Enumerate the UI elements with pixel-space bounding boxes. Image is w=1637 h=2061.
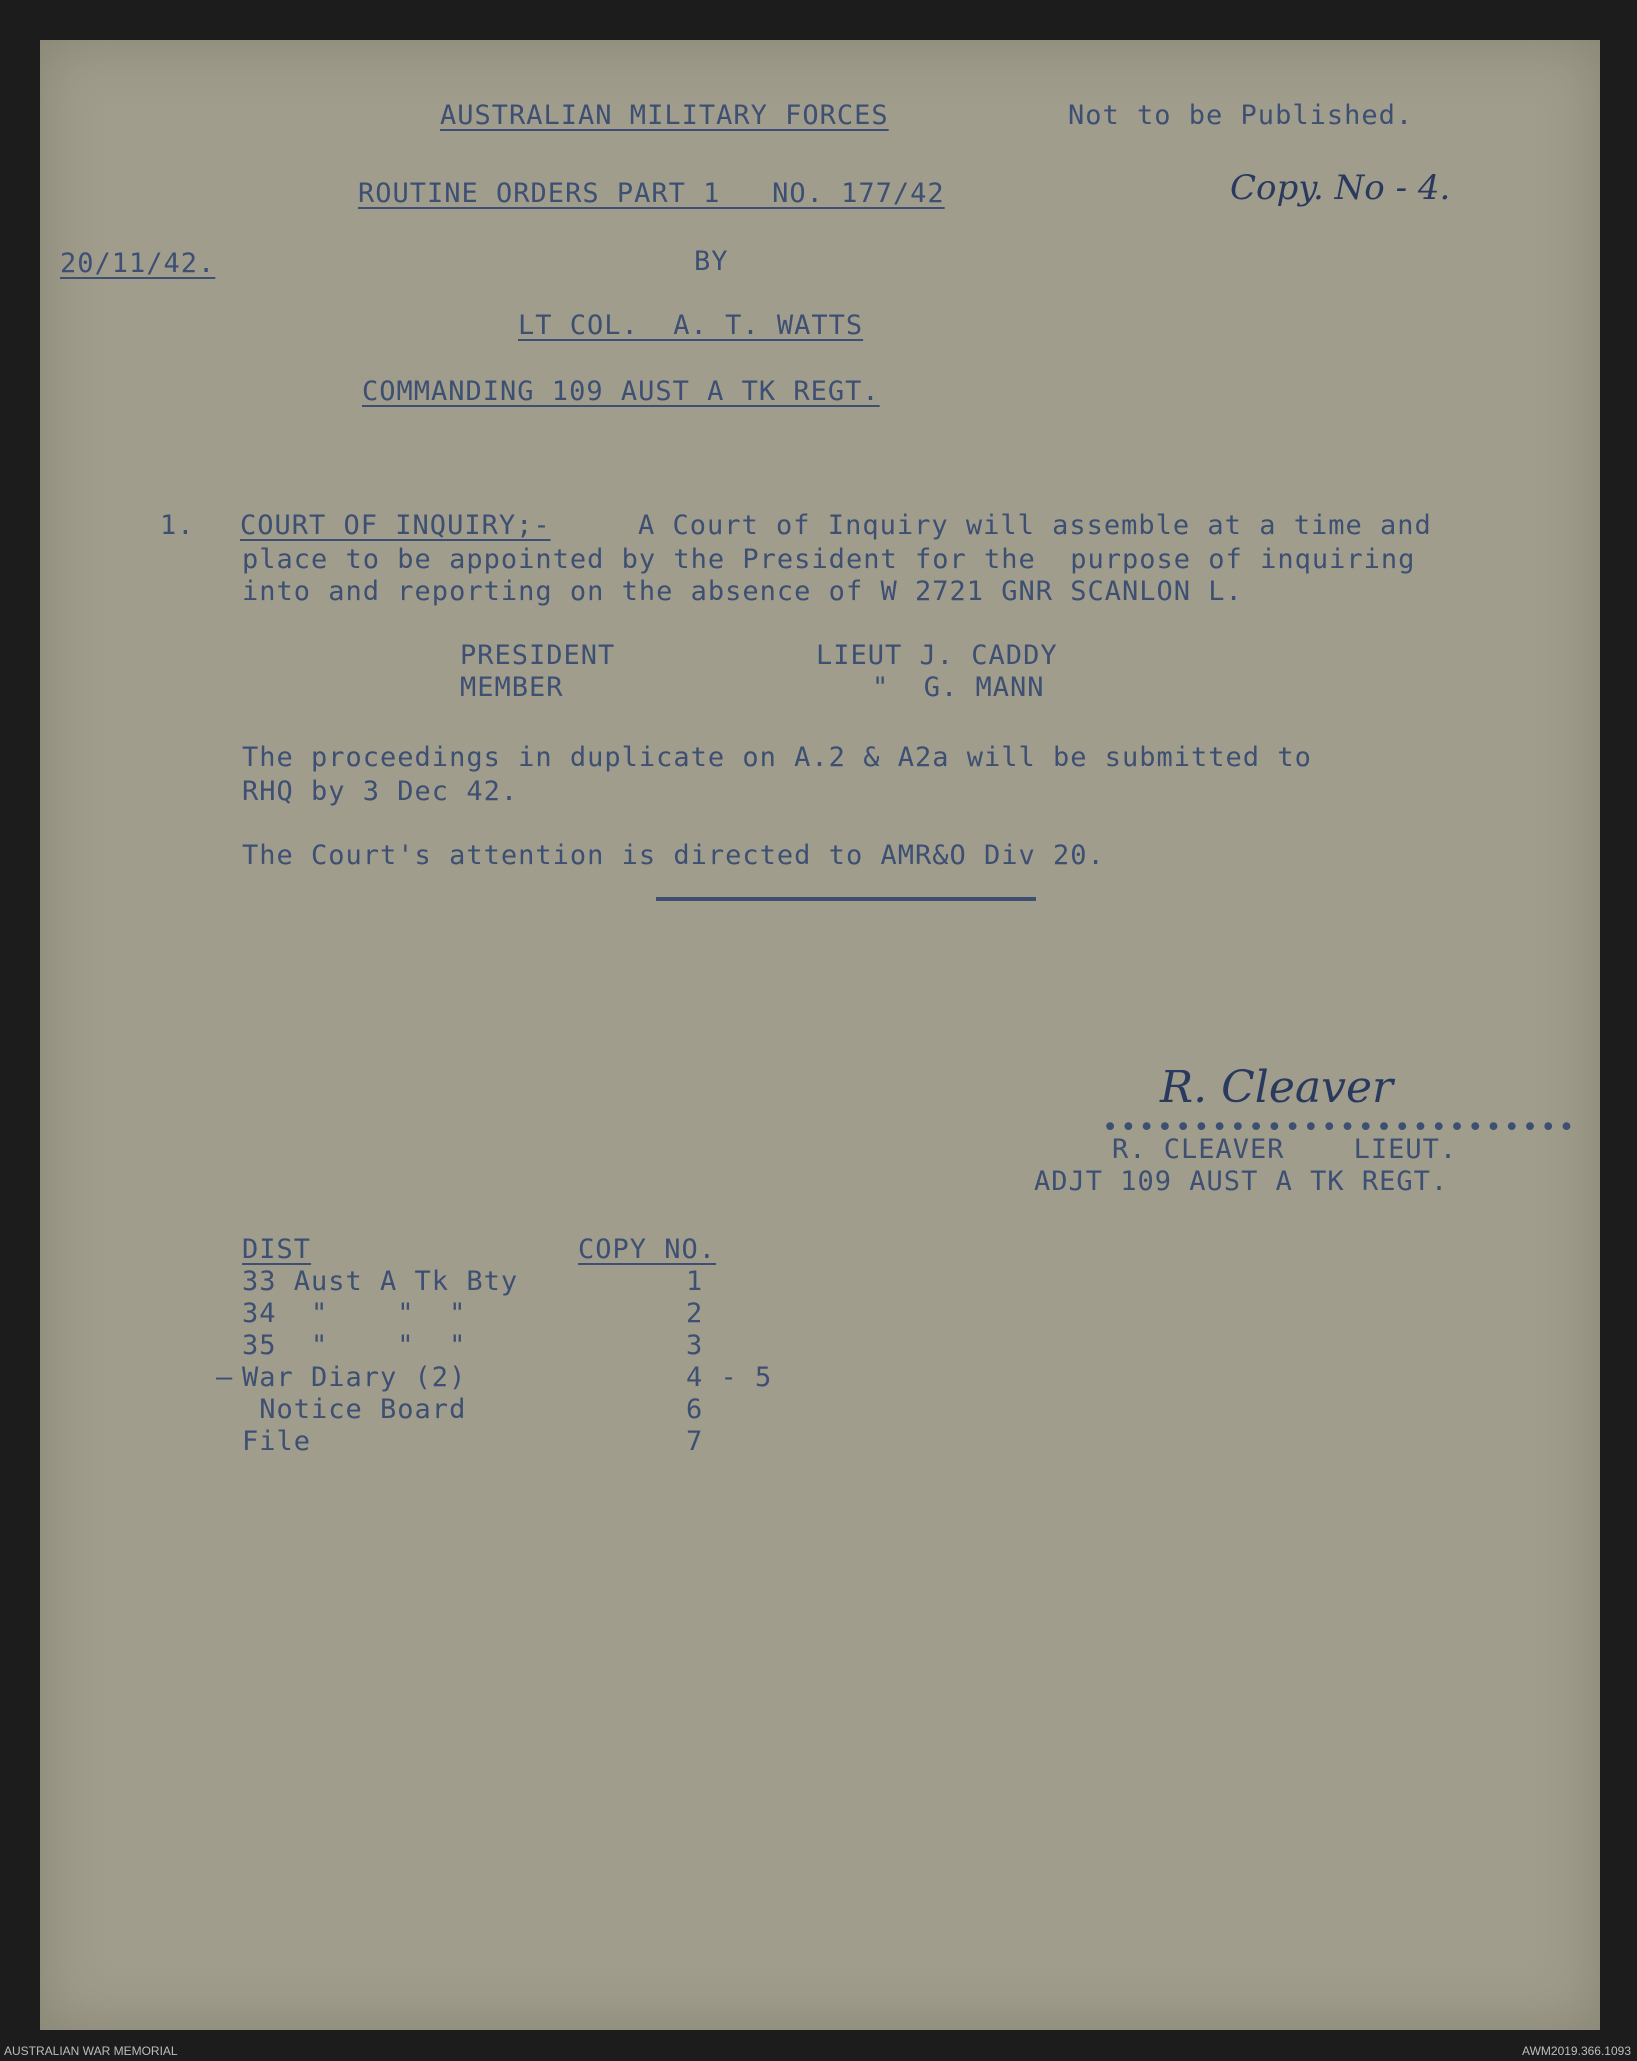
member-value: " G. MANN <box>872 672 1045 703</box>
dist-row-copy: 2 <box>686 1298 704 1329</box>
section-divider <box>656 897 1036 901</box>
dist-header: DIST <box>242 1234 312 1265</box>
item-line-2: place to be appointed by the President for the purpose of inquiring <box>242 544 1416 575</box>
org-heading: AUSTRALIAN MILITARY FORCES <box>440 100 889 131</box>
president-value: LIEUT J. CADDY <box>816 640 1058 671</box>
handwritten-dash-mark: — <box>216 1362 234 1393</box>
president-label: PRESIDENT <box>460 640 616 671</box>
signatory-name: R. CLEAVER LIEUT. <box>1112 1134 1458 1165</box>
dist-row-copy: 3 <box>686 1330 704 1361</box>
proceedings-line-1: The proceedings in duplicate on A.2 & A2a will be submitted to <box>242 742 1312 773</box>
attention-line: The Court's attention is directed to AMR&O Div 20. <box>242 840 1105 871</box>
copy-number-handwritten: Copy. No - 4. <box>1230 168 1451 208</box>
proceedings-line-2: RHQ by 3 Dec 42. <box>242 776 519 807</box>
member-label: MEMBER <box>460 672 564 703</box>
order-date: 20/11/42. <box>60 248 216 279</box>
dist-row-copy: 6 <box>686 1394 704 1425</box>
dist-row-name: Notice Board <box>242 1394 467 1425</box>
dist-row-name: 34 " " " <box>242 1298 467 1329</box>
dist-row-copy: 1 <box>686 1266 704 1297</box>
by-label: BY <box>694 246 729 277</box>
item-line-3: into and reporting on the absence of W 2721 GNR SCANLON L. <box>242 576 1243 607</box>
signature-dotted-line: •••••••••••••••••••••••••• <box>1102 1112 1577 1143</box>
copy-no-header: COPY NO. <box>578 1234 717 1265</box>
signatory-title: ADJT 109 AUST A TK REGT. <box>1034 1166 1449 1197</box>
footer-accession-number: AWM2019.366.1093 <box>1522 2044 1631 2058</box>
dist-row-name: File <box>242 1426 312 1457</box>
unit-command: COMMANDING 109 AUST A TK REGT. <box>362 376 880 407</box>
item-heading: COURT OF INQUIRY;- <box>240 510 551 541</box>
dist-row-name: 35 " " " <box>242 1330 467 1361</box>
dist-row-name: War Diary (2) <box>242 1362 467 1393</box>
document-page <box>40 40 1600 2030</box>
orders-number: ROUTINE ORDERS PART 1 NO. 177/42 <box>358 178 945 209</box>
footer-archive-name: AUSTRALIAN WAR MEMORIAL <box>4 2044 178 2058</box>
restriction-note: Not to be Published. <box>1068 100 1414 131</box>
handwritten-signature: R. Cleaver <box>1160 1062 1394 1113</box>
dist-row-copy: 4 - 5 <box>686 1362 773 1393</box>
dist-row-name: 33 Aust A Tk Bty <box>242 1266 519 1297</box>
item-line-1: A Court of Inquiry will assemble at a time and <box>638 510 1432 541</box>
item-number: 1. <box>160 510 195 541</box>
dist-row-copy: 7 <box>686 1426 704 1457</box>
commanding-officer: LT COL. A. T. WATTS <box>518 310 864 341</box>
